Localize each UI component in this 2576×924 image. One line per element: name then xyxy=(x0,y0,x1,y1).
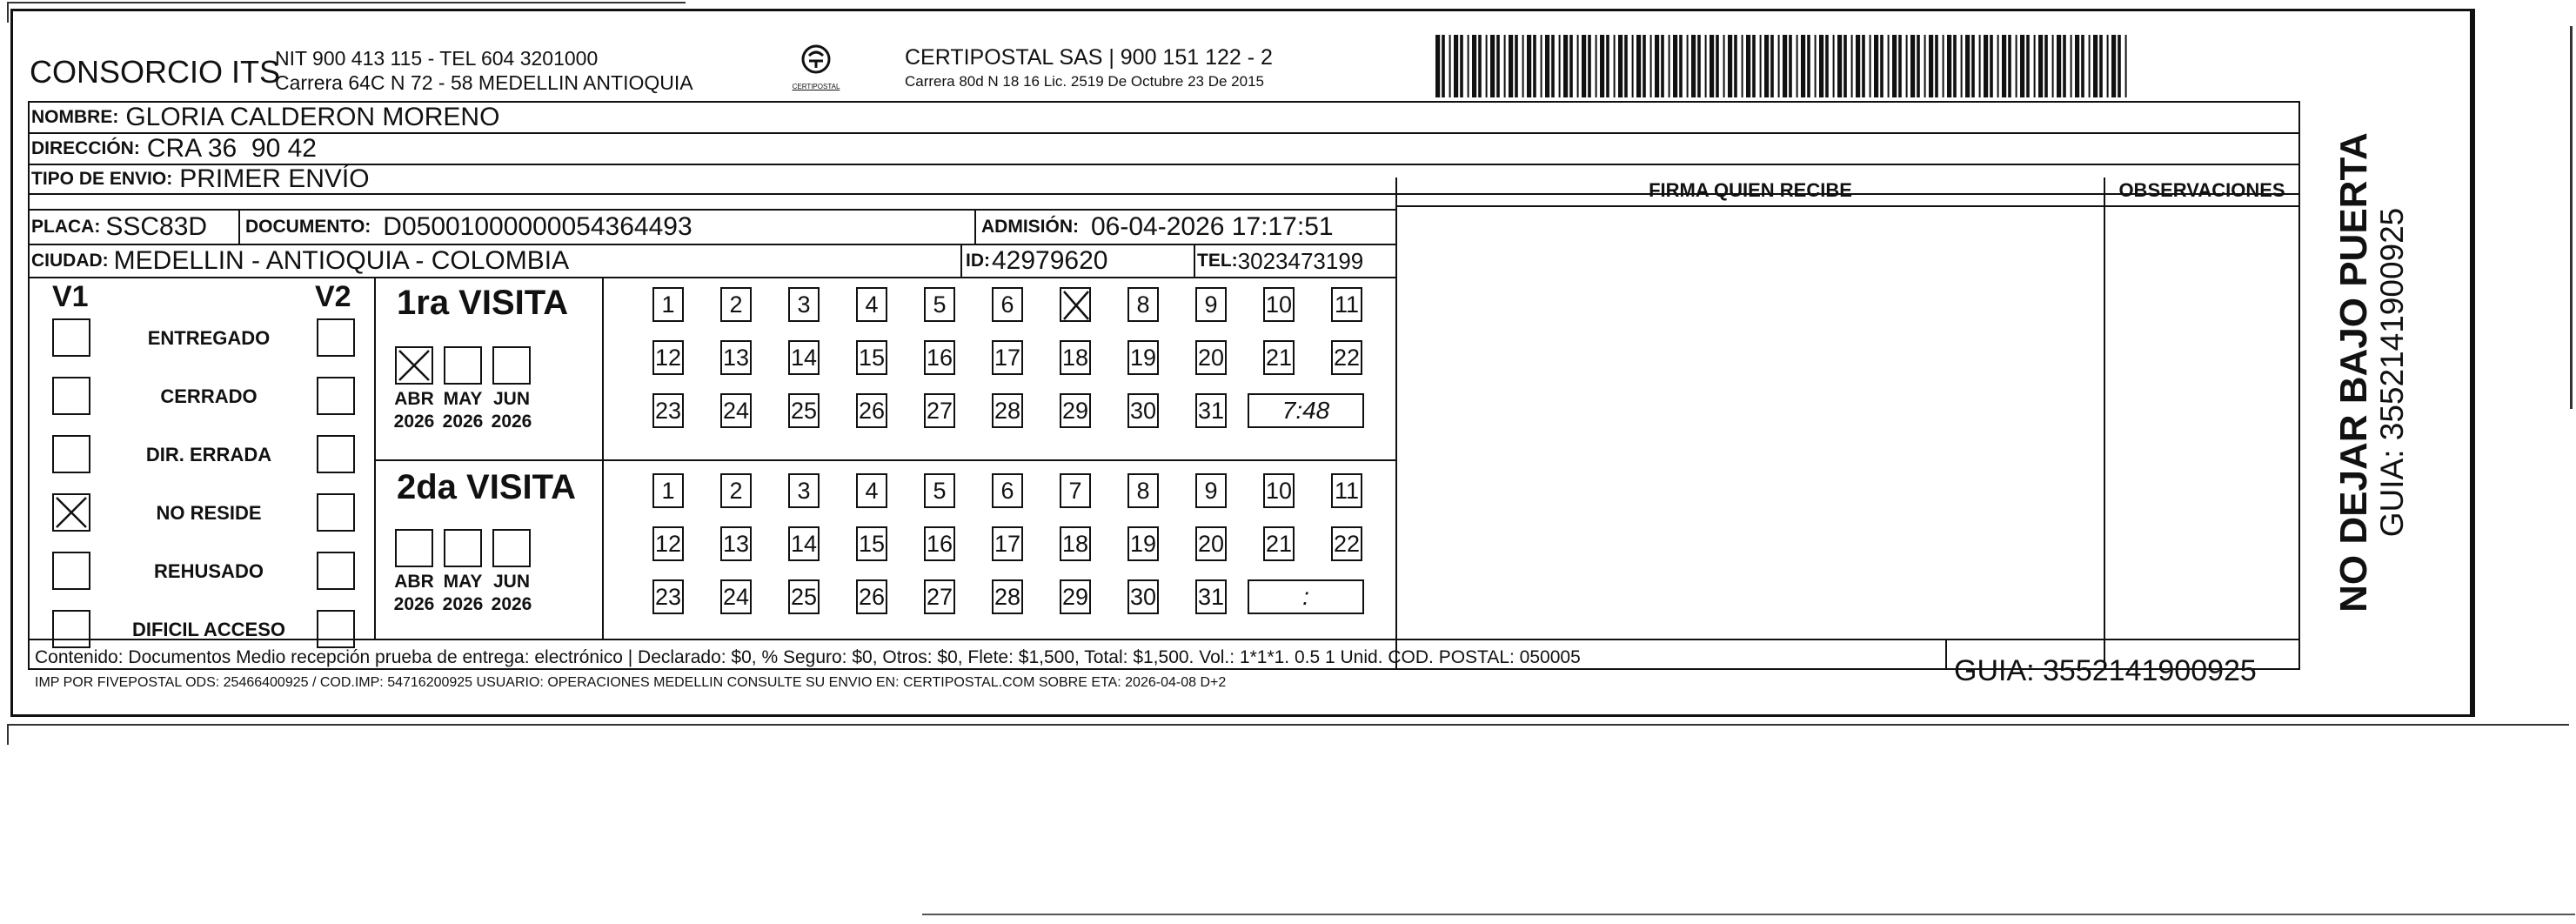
day-box[interactable]: 29 xyxy=(1060,393,1091,428)
day-box[interactable]: 24 xyxy=(720,579,752,614)
day-box[interactable]: 19 xyxy=(1127,526,1159,561)
direccion-label: DIRECCIÓN: xyxy=(31,138,140,158)
status-label: ENTREGADO xyxy=(147,327,271,349)
day-box[interactable]: 9 xyxy=(1195,473,1227,508)
month-name: MAY xyxy=(443,389,483,409)
license-line: Carrera 80d N 18 16 Lic. 2519 De Octubre 23 De 2015 xyxy=(905,73,1264,90)
month-name: ABR xyxy=(394,389,434,409)
barcode xyxy=(1434,35,2130,97)
nombre-value: GLORIA CALDERON MORENO xyxy=(125,103,500,131)
month-year: 2026 xyxy=(491,412,532,432)
day-box[interactable]: 6 xyxy=(992,473,1023,508)
day-box[interactable]: 7 xyxy=(1060,473,1091,508)
day-box[interactable]: 26 xyxy=(856,579,887,614)
day-box[interactable] xyxy=(1060,287,1091,322)
visit2-title: 2da VISITA xyxy=(397,468,576,506)
day-box[interactable]: 9 xyxy=(1195,287,1227,322)
day-box[interactable]: 11 xyxy=(1331,287,1362,322)
month-checkbox[interactable] xyxy=(444,529,482,567)
v1-checkbox[interactable] xyxy=(52,435,90,473)
month-checkbox[interactable] xyxy=(444,346,482,385)
scan-line-bottom xyxy=(922,914,2575,915)
month-label xyxy=(437,388,489,433)
footer-imp: IMP POR FIVEPOSTAL ODS: 25466400925 / COD.IMP: 54716200925 USUARIO: OPERACIONES MEDELLIN CONSULTE SU ENVIO EN: CERTIPOSTAL.COM SOBRE ETA: 2026-04-08 D+2 xyxy=(35,675,1227,690)
status-label: DIFICIL ACCESO xyxy=(131,619,285,640)
status-label: REHUSADO xyxy=(154,560,264,582)
day-box[interactable]: 27 xyxy=(924,579,955,614)
ciudad-cell xyxy=(31,245,569,277)
footer-top-line xyxy=(28,639,2300,640)
id-label: ID: xyxy=(966,251,990,271)
day-box[interactable]: 15 xyxy=(856,526,887,561)
footer-contenido: Contenido: Documentos Medio recepción prueba de entrega: electrónico | Declarado: $0, % Seguro: $0, Otros: $0, Flete: $1,500, Total: $1,500. Vol.: 1*1*1. 0.5 1 Unid. COD. POSTAL: 050005 xyxy=(35,647,1581,667)
day-box[interactable]: 23 xyxy=(652,393,684,428)
visit1-title: 1ra VISITA xyxy=(397,284,569,322)
day-box[interactable]: 1 xyxy=(652,473,684,508)
day-box[interactable]: 8 xyxy=(1127,287,1159,322)
company-name: CONSORCIO ITS xyxy=(30,54,281,90)
month-label xyxy=(485,571,538,616)
tel-cell xyxy=(1197,245,1363,277)
scan-line-top-tick xyxy=(7,2,9,23)
v1-checkbox[interactable] xyxy=(52,610,90,648)
status-label: DIR. ERRADA xyxy=(145,444,272,465)
day-box[interactable]: 27 xyxy=(924,393,955,428)
ciudad-label: CIUDAD: xyxy=(31,251,109,271)
v2-checkbox[interactable] xyxy=(317,318,355,357)
month-year: 2026 xyxy=(491,594,532,614)
admision-cell xyxy=(981,211,1334,244)
tel-value: 3023473199 xyxy=(1237,247,1364,274)
day-box[interactable]: 13 xyxy=(720,340,752,375)
day-box[interactable]: 18 xyxy=(1060,526,1091,561)
month-name: JUN xyxy=(492,389,530,409)
day-box[interactable]: 30 xyxy=(1127,393,1159,428)
v2-checkbox[interactable] xyxy=(317,377,355,415)
tel-label: TEL: xyxy=(1197,251,1238,271)
tipo-label: TIPO DE ENVIO: xyxy=(31,169,173,189)
scan-line-lower xyxy=(7,724,2569,726)
status-divider xyxy=(374,278,376,639)
v2-checkbox[interactable] xyxy=(317,610,355,648)
day-box[interactable]: 4 xyxy=(856,287,887,322)
nit-line: NIT 900 413 115 - TEL 604 3201000 xyxy=(275,47,599,70)
month-checkbox[interactable] xyxy=(492,346,531,385)
day-box[interactable]: 21 xyxy=(1263,526,1295,561)
visit-time-box[interactable]: 7:48 xyxy=(1248,393,1364,428)
placa-value: SSC83D xyxy=(105,212,208,241)
day-box[interactable]: 2 xyxy=(720,287,752,322)
month-checkbox[interactable] xyxy=(395,529,433,567)
month-year: 2026 xyxy=(393,594,435,614)
month-label xyxy=(437,571,489,616)
day-box[interactable]: 11 xyxy=(1331,473,1362,508)
day-box[interactable]: 2 xyxy=(720,473,752,508)
status-label: NO RESIDE xyxy=(156,502,262,524)
nombre-label: NOMBRE: xyxy=(31,107,119,127)
day-box[interactable]: 16 xyxy=(924,526,955,561)
day-box[interactable]: 26 xyxy=(856,393,887,428)
day-box[interactable]: 25 xyxy=(788,393,820,428)
observaciones-header: OBSERVACIONES xyxy=(2118,179,2285,201)
placa-label: PLACA: xyxy=(31,217,101,237)
day-box[interactable]: 28 xyxy=(992,393,1023,428)
day-box[interactable]: 10 xyxy=(1263,287,1295,322)
day-box[interactable]: 30 xyxy=(1127,579,1159,614)
month-year: 2026 xyxy=(442,412,484,432)
visit-divider xyxy=(602,278,604,639)
v2-checkbox[interactable] xyxy=(317,493,355,532)
day-box[interactable]: 19 xyxy=(1127,340,1159,375)
certipostal-logo xyxy=(790,44,842,94)
placa-divider xyxy=(238,209,240,244)
visit-time-box[interactable]: : xyxy=(1248,579,1364,614)
day-box[interactable]: 5 xyxy=(924,287,955,322)
month-year: 2026 xyxy=(442,594,484,614)
day-box[interactable]: 3 xyxy=(788,473,820,508)
certipostal-line: CERTIPOSTAL SAS | 900 151 122 - 2 xyxy=(905,45,1273,70)
signature-divider-right xyxy=(2104,177,2105,670)
side-guia: GUIA: 3552141900925 xyxy=(2374,207,2410,538)
ciudad-value: MEDELLIN - ANTIOQUIA - COLOMBIA xyxy=(113,246,570,275)
v1-checkbox[interactable] xyxy=(52,552,90,590)
day-box[interactable]: 13 xyxy=(720,526,752,561)
v1-checkbox[interactable] xyxy=(52,318,90,357)
day-box[interactable]: 14 xyxy=(788,526,820,561)
day-box[interactable]: 15 xyxy=(856,340,887,375)
day-box[interactable]: 5 xyxy=(924,473,955,508)
day-box[interactable]: 20 xyxy=(1195,340,1227,375)
ciudad-row-line xyxy=(28,277,1397,278)
firma-header: FIRMA QUIEN RECIBE xyxy=(1649,179,1852,201)
month-label xyxy=(388,388,440,433)
id-cell xyxy=(966,245,1107,277)
day-box[interactable]: 28 xyxy=(992,579,1023,614)
v2-label: V2 xyxy=(315,280,351,313)
day-box[interactable]: 3 xyxy=(788,287,820,322)
day-box[interactable]: 22 xyxy=(1331,340,1362,375)
day-box[interactable]: 8 xyxy=(1127,473,1159,508)
day-box[interactable]: 17 xyxy=(992,340,1023,375)
documento-value: D05001000000054364493 xyxy=(383,212,693,241)
day-box[interactable]: 1 xyxy=(652,287,684,322)
id-value: 42979620 xyxy=(992,246,1108,275)
day-box[interactable]: 17 xyxy=(992,526,1023,561)
address-line: Carrera 64C N 72 - 58 MEDELLIN ANTIOQUIA xyxy=(275,71,693,94)
day-box[interactable]: 31 xyxy=(1195,393,1227,428)
day-box[interactable]: 31 xyxy=(1195,579,1227,614)
day-box[interactable]: 10 xyxy=(1263,473,1295,508)
v2-checkbox[interactable] xyxy=(317,435,355,473)
day-box[interactable]: 18 xyxy=(1060,340,1091,375)
day-box[interactable]: 12 xyxy=(652,526,684,561)
side-warning: NO DEJAR BAJO PUERTA xyxy=(2332,132,2375,613)
day-box[interactable]: 4 xyxy=(856,473,887,508)
tel-divider xyxy=(1194,245,1195,277)
documento-label: DOCUMENTO: xyxy=(245,217,371,237)
v1-label: V1 xyxy=(52,280,89,313)
direccion-row xyxy=(28,134,2298,165)
month-name: ABR xyxy=(394,572,434,592)
admision-divider xyxy=(974,209,976,244)
side-text xyxy=(2304,129,2410,613)
footer-guia-divider xyxy=(1945,640,1947,670)
nombre-row xyxy=(28,103,2298,134)
footer-guia: GUIA: 3552141900925 xyxy=(1954,654,2257,687)
day-box[interactable]: 24 xyxy=(720,393,752,428)
documento-cell xyxy=(245,211,693,244)
day-box[interactable]: 14 xyxy=(788,340,820,375)
scan-line-lower-tick xyxy=(7,724,9,745)
scan-line-right xyxy=(2570,26,2573,409)
month-name: JUN xyxy=(492,572,530,592)
admision-value: 06-04-2026 17:17:51 xyxy=(1091,212,1334,241)
month-label xyxy=(388,571,440,616)
month-label xyxy=(485,388,538,433)
day-box[interactable]: 25 xyxy=(788,579,820,614)
month-checkbox[interactable] xyxy=(492,529,531,567)
headers-underline xyxy=(1395,205,2300,207)
logo-text: CERTIPOSTAL xyxy=(792,83,840,90)
day-box[interactable]: 23 xyxy=(652,579,684,614)
admision-label: ADMISIÓN: xyxy=(981,217,1079,237)
day-box[interactable]: 20 xyxy=(1195,526,1227,561)
day-box[interactable]: 22 xyxy=(1331,526,1362,561)
day-box[interactable]: 12 xyxy=(652,340,684,375)
v1-checkbox[interactable] xyxy=(52,377,90,415)
month-checkbox[interactable] xyxy=(395,346,433,385)
v1-checkbox[interactable] xyxy=(52,493,90,532)
signature-divider-left xyxy=(1395,177,1397,670)
direccion-value: CRA 36 90 42 xyxy=(146,134,317,163)
month-name: MAY xyxy=(443,572,483,592)
status-label: CERRADO xyxy=(160,385,258,407)
day-box[interactable]: 29 xyxy=(1060,579,1091,614)
v2-checkbox[interactable] xyxy=(317,552,355,590)
placa-cell xyxy=(31,211,207,244)
tipo-value: PRIMER ENVÍO xyxy=(179,164,370,193)
month-year: 2026 xyxy=(393,412,435,432)
day-box[interactable]: 21 xyxy=(1263,340,1295,375)
id-divider xyxy=(960,245,962,277)
day-box[interactable]: 6 xyxy=(992,287,1023,322)
day-box[interactable]: 16 xyxy=(924,340,955,375)
visit-separator xyxy=(376,459,1397,461)
scan-line-top xyxy=(7,2,686,3)
